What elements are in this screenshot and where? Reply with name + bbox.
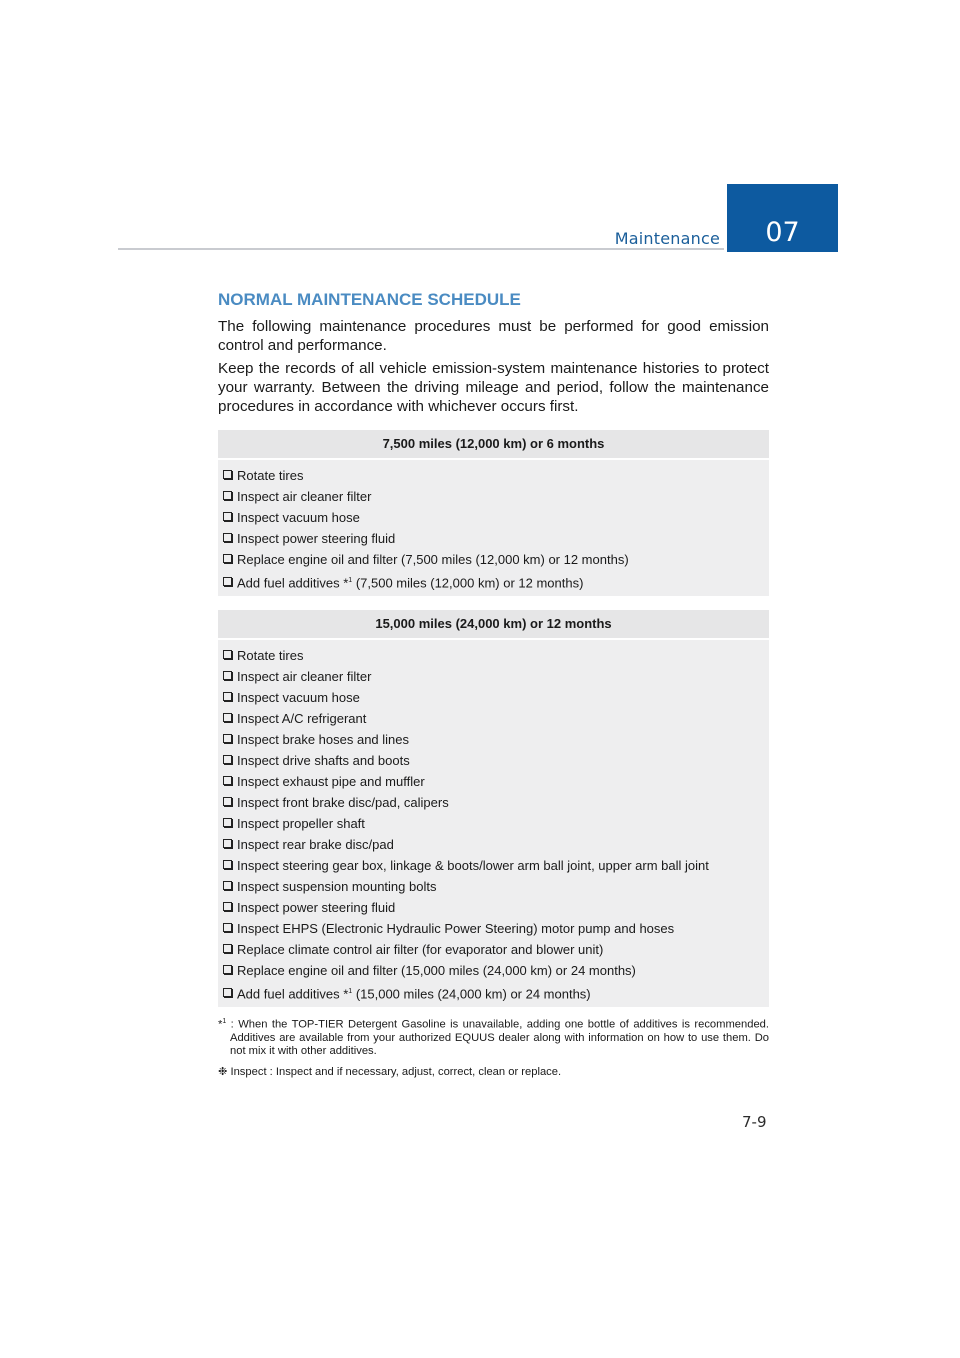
checkbox-icon [223,818,232,827]
list-item-text: Inspect propeller shaft [237,816,365,831]
checkbox-icon [223,713,232,722]
chapter-tab [727,184,838,252]
list-item [223,855,769,876]
additive-label: Add fuel additives * [237,575,349,591]
list-item-text: Rotate tires [237,468,304,483]
checkbox-icon [223,797,232,806]
page-number: 7-9 [742,1113,767,1131]
list-item [223,939,769,960]
list-item [223,645,769,666]
list-item-text: Inspect EHPS (Electronic Hydraulic Power Steering) motor pump and hoses [237,921,675,936]
list-item [223,897,769,918]
checkbox-icon [223,470,232,479]
checkbox-icon [223,776,232,785]
checkbox-icon [223,577,232,586]
checkbox-icon [223,923,232,932]
list-item-text: Inspect front brake disc/pad, calipers [237,795,449,810]
list-item [223,918,769,939]
list-item [223,834,769,855]
list-item-text: Inspect vacuum hose [237,690,360,705]
checkbox-icon [223,755,232,764]
list-item-text: Inspect rear brake disc/pad [237,837,394,852]
list-item [223,813,769,834]
checkbox-icon [223,860,232,869]
list-item [223,666,769,687]
list-item-text: Inspect air cleaner filter [237,489,372,504]
checkbox-icon [223,512,232,521]
list-item [223,729,769,750]
list-item-text: Replace engine oil and filter (15,000 miles (24,000 km) or 24 months) [237,963,636,978]
page-title: NORMAL MAINTENANCE SCHEDULE [218,290,521,309]
list-item-text: Inspect vacuum hose [237,510,360,525]
list-item [223,486,769,507]
schedule-table [218,610,769,1007]
list-item-text: Rotate tires [237,648,304,663]
footnote-marker: * [218,1018,223,1031]
schedule-heading: 15,000 miles (24,000 km) or 12 months [218,610,769,640]
main-content [218,290,769,1079]
list-item-text: Replace engine oil and filter (7,500 miles (12,000 km) or 12 months) [237,552,629,567]
footnote [218,1015,769,1058]
checkbox-icon [223,988,232,997]
schedule-tables [218,430,769,1007]
list-item [223,708,769,729]
schedule-table [218,430,769,596]
footnote-text: : When the TOP-TIER Detergent Gasoline is unavailable, adding one bottle of additives is recommended. Additives are available from your authorized EQUUS dealer along with information on how to use them. Do not mix it with other additives. [226,1018,769,1057]
intro-paragraph-1: The following maintenance procedures must be performed for good emission control and performance. [218,318,769,354]
list-item [223,771,769,792]
checkbox-icon [223,491,232,500]
list-item-text: Inspect drive shafts and boots [237,753,410,768]
additive-suffix: (15,000 miles (24,000 km) or 24 months) [352,986,591,1002]
checkbox-icon [223,734,232,743]
checkbox-icon [223,944,232,953]
list-item-text: Inspect power steering fluid [237,531,396,546]
list-item [223,750,769,771]
list-item-additive [223,570,769,591]
schedule-heading: 7,500 miles (12,000 km) or 6 months [218,430,769,460]
list-item [223,528,769,549]
list-item-text: Inspect air cleaner filter [237,669,372,684]
additive-label: Add fuel additives * [237,986,349,1002]
checkbox-icon [223,881,232,890]
checkbox-icon [223,692,232,701]
list-item-text: Inspect steering gear box, linkage & boots/lower arm ball joint, upper arm ball joint [237,858,709,873]
checkbox-icon [223,839,232,848]
section-title: Maintenance [614,229,720,248]
chapter-number: 07 [765,217,800,248]
list-item [223,507,769,528]
list-item-text: Inspect brake hoses and lines [237,732,409,747]
checkbox-icon [223,965,232,974]
checkbox-icon [223,554,232,563]
footnote-sup: 1 [222,1018,227,1025]
list-item-text: Inspect suspension mounting bolts [237,879,437,894]
list-item [223,876,769,897]
additive-sup: 1 [348,577,353,584]
checkbox-icon [223,671,232,680]
checkbox-icon [223,533,232,542]
additive-sup: 1 [348,988,353,995]
header-rule [118,248,724,250]
list-item [223,792,769,813]
intro-paragraph-2: Keep the records of all vehicle emission-system maintenance histories to protect your warranty. Between the driving mileage and period, follow the maintenance procedures in accordance with whichever occurs first. [218,360,769,415]
list-item [223,465,769,486]
additive-suffix: (7,500 miles (12,000 km) or 12 months) [352,575,584,591]
list-item-text: Replace climate control air filter (for evaporator and blower unit) [237,942,604,957]
list-item-text: Inspect power steering fluid [237,900,396,915]
list-item-text: Inspect A/C refrigerant [237,711,367,726]
checkbox-icon [223,650,232,659]
list-item-text: Inspect exhaust pipe and muffler [237,774,425,789]
inspect-note: ❉ Inspect : Inspect and if necessary, adjust, correct, clean or replace. [218,1065,562,1078]
list-item [223,960,769,981]
schedule-list [218,460,769,596]
list-item-additive [223,981,769,1002]
checkbox-icon [223,902,232,911]
schedule-list [218,640,769,1007]
list-item [223,687,769,708]
list-item [223,549,769,570]
